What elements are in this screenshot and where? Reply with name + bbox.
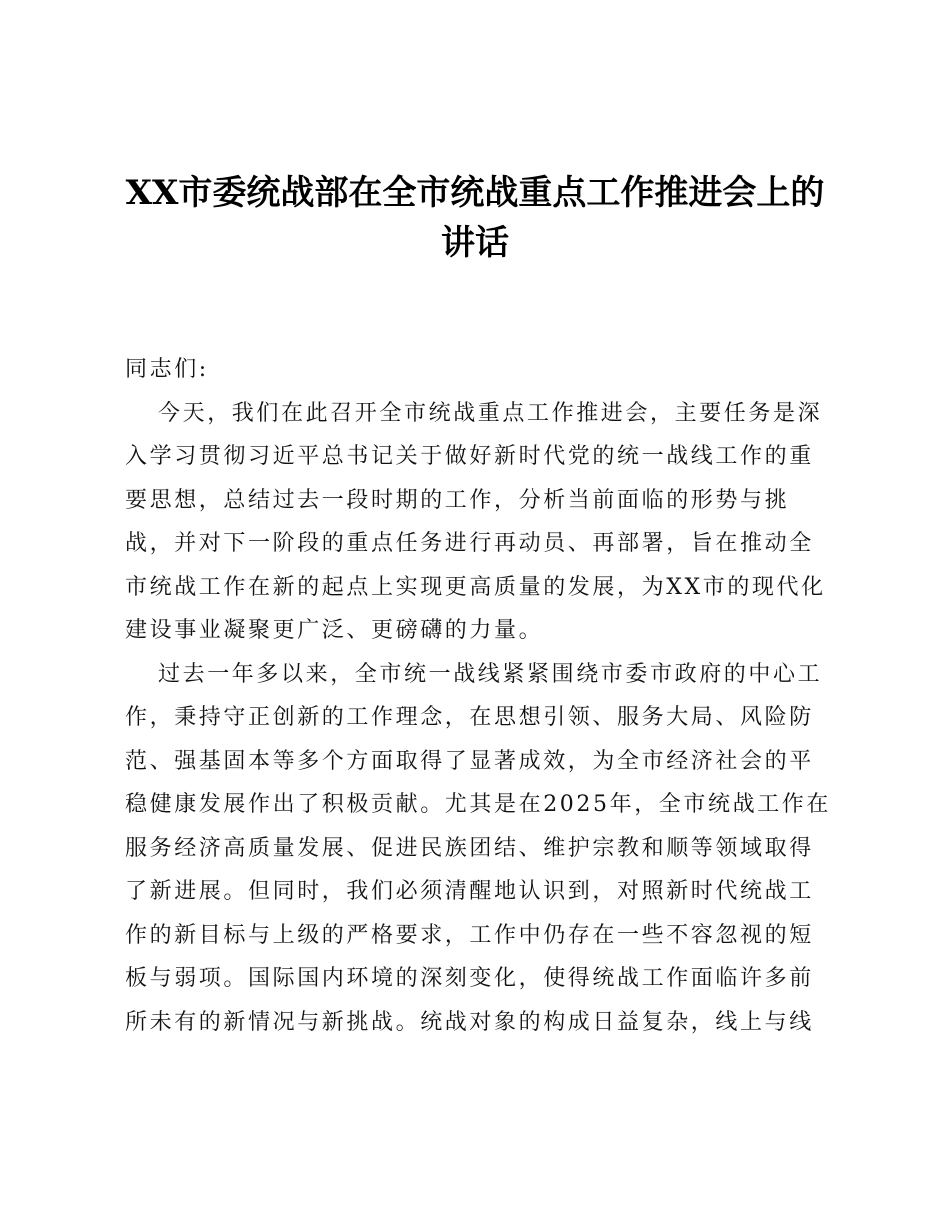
document-title xyxy=(120,168,830,268)
paragraph-2-line: 板与弱项。国际国内环境的深刻变化，使得统战工作面临许多前 xyxy=(125,966,814,991)
paragraph-1-line: 今天，我们在此召开全市统战重点工作推进会，主要任务是深 xyxy=(158,400,823,426)
paragraph-2-line: 作的新目标与上级的严格要求，工作中仍存在一些不容忽视的短 xyxy=(125,922,814,948)
paragraph-2-line: 作，秉持守正创新的工作理念，在思想引领、服务大局、风险防 xyxy=(125,705,814,730)
document-body xyxy=(125,348,830,1044)
paragraph-1-line: 要思想，总结过去一段时期的工作，分析当前面临的形势与挑 xyxy=(125,487,790,513)
paragraph-2-line: 范、强基固本等多个方面取得了显著成效，为全市经济社会的平 xyxy=(125,748,814,774)
paragraph-1-line: 战，并对下一阶段的重点任务进行再动员、再部署，旨在推动全 xyxy=(125,531,814,556)
title-line-2: 讲话 xyxy=(441,223,509,263)
paragraph-2-line: 所未有的新情况与新挑战。统战对象的构成日益复杂，线上与线 xyxy=(125,1009,814,1035)
paragraph-2-line: 过去一年多以来，全市统一战线紧紧围绕市委市政府的中心工 xyxy=(158,661,823,687)
paragraph-1-line: 市统战工作在新的起点上实现更高质量的发展，为XX市的现代化 xyxy=(125,574,826,600)
paragraph-2-line: 服务经济高质量发展、促进民族团结、维护宗教和顺等领域取得 xyxy=(125,835,814,861)
paragraph-1-line: 建设事业凝聚更广泛、更磅礴的力量。 xyxy=(125,618,544,643)
paragraph-2-line: 了新进展。但同时，我们必须清醒地认识到，对照新时代统战工 xyxy=(125,879,814,904)
paragraph-2-line: 稳健康发展作出了积极贡献。尤其是在2025年，全市统战工作在 xyxy=(125,792,831,817)
title-line-1: XX市委统战部在全市统战重点工作推进会上的 xyxy=(125,173,825,213)
paragraph-1-line: 入学习贯彻习近平总书记关于做好新时代党的统一战线工作的重 xyxy=(125,444,814,469)
salutation: 同志们: xyxy=(125,357,209,382)
